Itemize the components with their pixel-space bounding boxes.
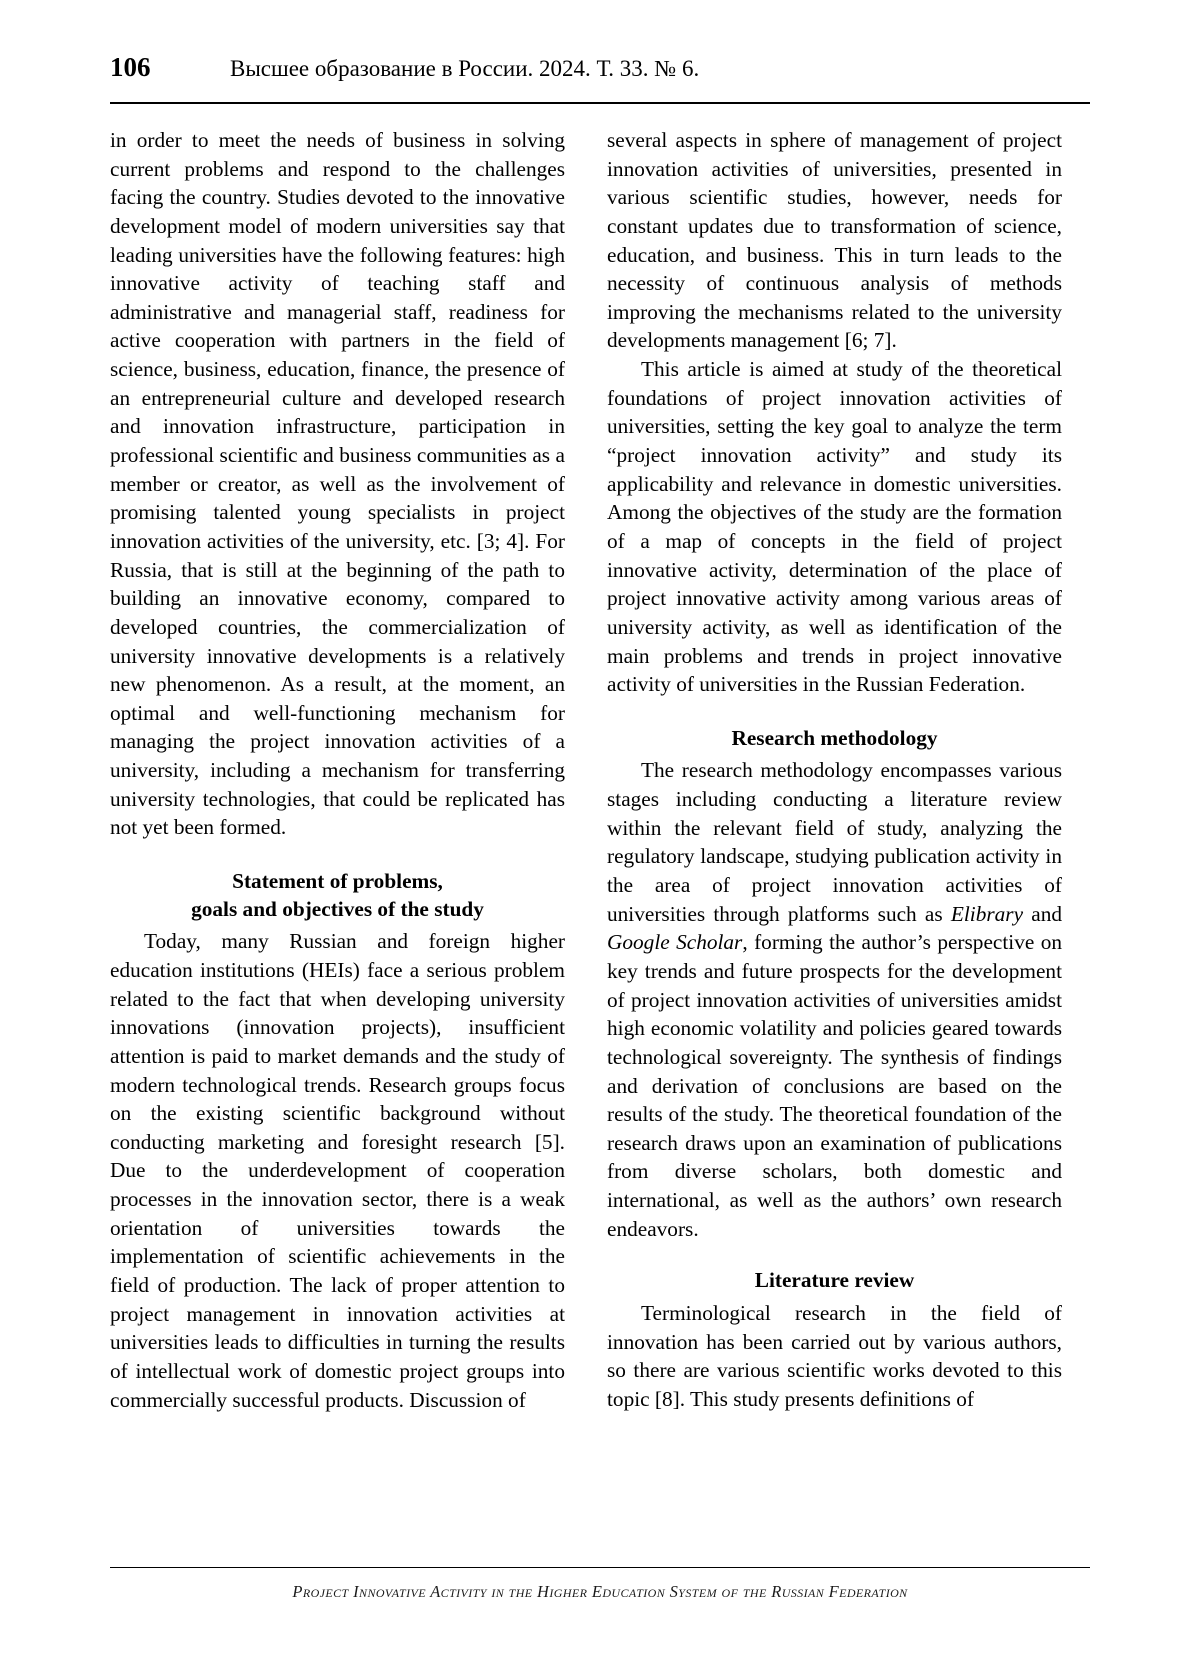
text-segment-1: The research methodology encompasses various stages including conducting a literature review within the relevant field of study, analyzing the regulatory landscape, studying publication activity in the area of project innovation activities of universities through platforms such as (607, 758, 1062, 926)
running-title: Project Innovative Activity in the Higher Education System of the Russian Federation (292, 1582, 908, 1601)
page-footer (110, 1567, 1090, 1602)
page-header (110, 52, 1090, 96)
italic-google-scholar: Google Scholar (607, 930, 743, 955)
journal-citation-line: Высшее образование в России. 2024. Т. 33. № 6. (230, 56, 700, 81)
heading-line-1: Statement of problems, (232, 869, 443, 894)
italic-elibrary: Elibrary (950, 901, 1024, 926)
text-segment-and: and (1023, 901, 1062, 926)
section-heading-literature-review: Literature review (754, 1268, 915, 1293)
paragraph-continuation: in order to meet the needs of business in solving current problems and respond to the challenges facing the country. Studies devoted to the innovative development model of modern universities say that leading universities have the following features: high innovative activity of teaching staff and administrative and managerial staff, readiness for active cooperation with partners in the field of science, business, education, finance, the presence of an entrepreneurial culture and developed research and innovation infrastructure, participation in professional scientific and business communities as a member or creator, as well as the involvement of promising talented young specialists in project innovation activities of the university, etc. [3; 4]. For Russia, that is still at the beginning of the path to building an innovative economy, compared to developed countries, the commercialization of university innovative developments is a relatively new phenomenon. As a result, at the moment, an optimal and well-functioning mechanism for managing the project innovation activities of a university, including a mechanism for transferring university technologies, that could be replicated has not yet been formed. (110, 128, 565, 840)
section-heading-research-methodology: Research methodology (731, 725, 938, 750)
right-column (607, 126, 1062, 1456)
heading-line-2: goals and objectives of the study (191, 896, 484, 921)
paragraph-methodology (607, 756, 1062, 1243)
paragraph-continuation: several aspects in sphere of management of project innovation activities of universities, presented in various scientific studies, however, needs for constant updates due to transformation of science, education, and business. This in turn leads to the necessity of continuous analysis of methods improving the mechanisms related to the university developments management [6; 7]. (607, 128, 1062, 353)
header-divider (110, 102, 1090, 104)
two-column-body (110, 126, 1090, 1456)
paragraph: Terminological research in the field of innovation has been carried out by various authors, so there are various scientific works devoted to this topic [8]. This study presents definitions of (607, 1301, 1062, 1411)
page-number: 106 (110, 52, 151, 82)
text-segment-2: , forming the author’s perspective on key trends and future prospects for the development of project innovation activities of universities amidst high economic volatility and policies geared towards technological sovereignty. The synthesis of findings and derivation of conclusions are based on the results of the study. The theoretical foundation of the research draws upon an examination of publications from diverse scholars, both domestic and international, as well as the authors’ own research endeavors. (607, 930, 1062, 1241)
paragraph: Today, many Russian and foreign higher education institutions (HEIs) face a serious problem related to the fact that when developing university innovations (innovation projects), insufficient attention is paid to market demands and the study of modern technological trends. Research groups focus on the existing scientific background without conducting marketing and foresight research [5]. Due to the underdevelopment of cooperation processes in the innovation sector, there is a weak orientation of universities towards the implementation of scientific achievements in the field of production. The lack of proper attention to project management in innovation activities at universities leads to difficulties in turning the results of intellectual work of domestic project groups into commercially successful products. Discussion of (110, 929, 565, 1412)
paragraph: This article is aimed at study of the theoretical foundations of project innovation activities of universities, setting the key goal to analyze the term “project innovation activity” and study its applicability and relevance in domestic universities. Among the objectives of the study are the formation of a map of concepts in the field of project innovative activity, determination of the place of project innovative activity among various areas of university activity, as well as identification of the main problems and trends in project innovative activity of universities in the Russian Federation. (607, 357, 1062, 697)
section-heading-statement-of-problems (110, 868, 565, 923)
footer-divider (110, 1567, 1090, 1568)
left-column (110, 126, 565, 1456)
